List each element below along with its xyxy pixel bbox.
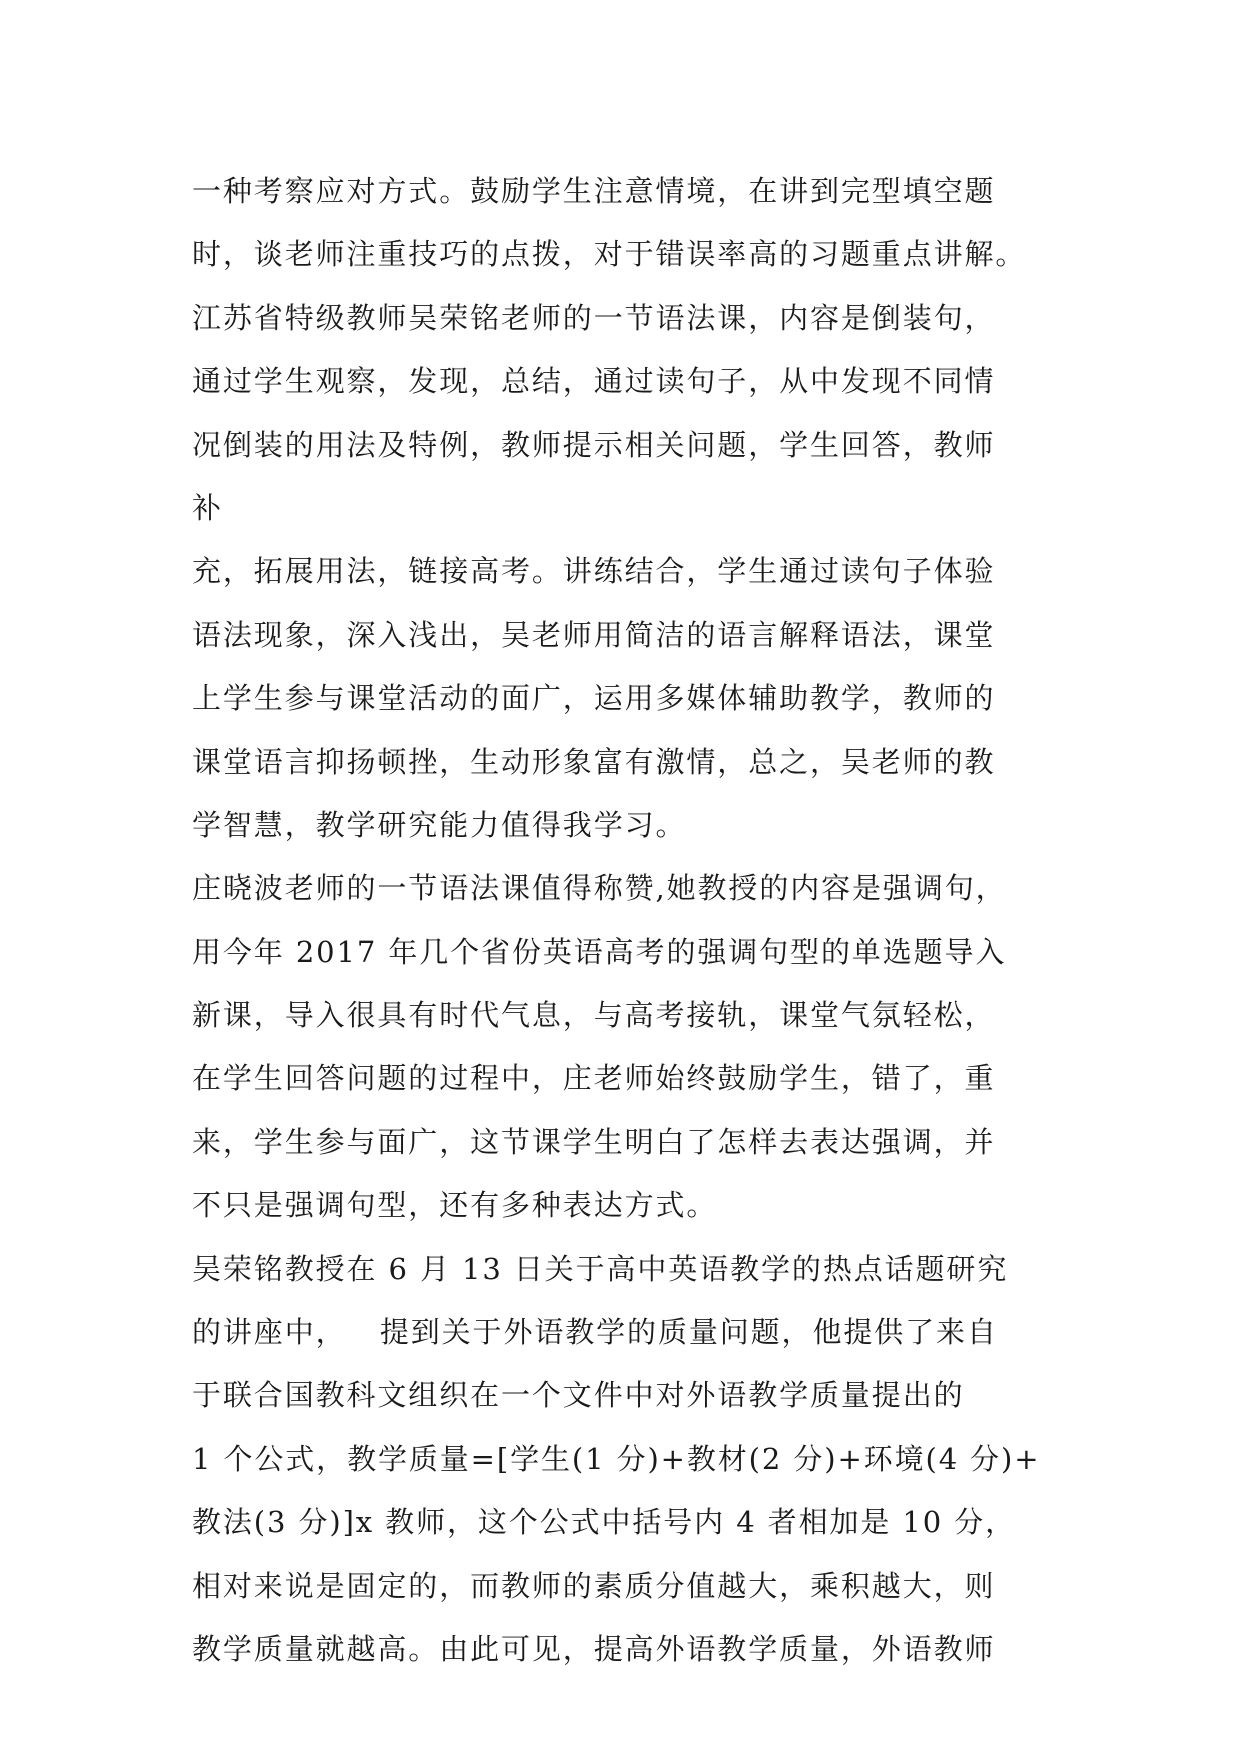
text-line: 吴荣铭教授在 6 月 13 日关于高中英语教学的热点话题研究 — [192, 1251, 1009, 1286]
text-line: 用今年 2017 年几个省份英语高考的强调句型的单选题导入 — [192, 934, 1007, 969]
text-line: 的讲座中， 提到关于外语教学的质量问题，他提供了来自 — [192, 1315, 998, 1350]
document-body — [192, 160, 1092, 1681]
text-line: 教法(3 分)]x 教师，这个公式中括号内 4 者相加是 10 分， — [192, 1505, 1017, 1540]
text-line: 充，拓展用法，链接高考。讲练结合，学生通过读句子体验 — [192, 554, 996, 589]
text-line: 语法现象，深入浅出，吴老师用简洁的语言解释语法，课堂 — [192, 617, 996, 652]
text-line: 于联合国教科文组织在一个文件中对外语教学质量提出的 — [192, 1378, 965, 1413]
text-line: 学智慧，教学研究能力值得我学习。 — [192, 807, 687, 842]
text-line: 新课，导入很具有时代气息，与高考接轨，课堂气氛轻松， — [192, 998, 996, 1033]
text-line: 庄晓波老师的一节语法课值得称赞,她教授的内容是强调句， — [192, 871, 1007, 906]
text-line: 相对来说是固定的，而教师的素质分值越大，乘积越大，则 — [192, 1568, 996, 1603]
text-line: 1 个公式，教学质量=[学生(1 分)+教材(2 分)+环境(4 分)+ — [192, 1441, 1041, 1476]
text-line: 时，谈老师注重技巧的点拨，对于错误率高的习题重点讲解。 — [192, 237, 1027, 272]
text-line: 教学质量就越高。由此可见，提高外语教学质量，外语教师 — [192, 1631, 996, 1666]
text-line: 来，学生参与面广，这节课学生明白了怎样去表达强调，并 — [192, 1124, 996, 1159]
text-line: 不只是强调句型，还有多种表达方式。 — [192, 1188, 718, 1223]
text-line: 一种考察应对方式。鼓励学生注意情境，在讲到完型填空题 — [192, 174, 996, 208]
text-line: 补 — [192, 490, 223, 525]
text-line: 在学生回答问题的过程中，庄老师始终鼓励学生，错了，重 — [192, 1061, 996, 1096]
text-line: 通过学生观察，发现，总结，通过读句子，从中发现不同情 — [192, 364, 996, 399]
text-line: 课堂语言抑扬顿挫，生动形象富有激情，总之，吴老师的教 — [192, 744, 996, 779]
text-line: 况倒装的用法及特例，教师提示相关问题，学生回答，教师 — [192, 427, 996, 462]
text-line: 江苏省特级教师吴荣铭老师的一节语法课，内容是倒装句， — [192, 300, 996, 335]
text-line: 上学生参与课堂活动的面广，运用多媒体辅助教学，教师的 — [192, 681, 996, 716]
